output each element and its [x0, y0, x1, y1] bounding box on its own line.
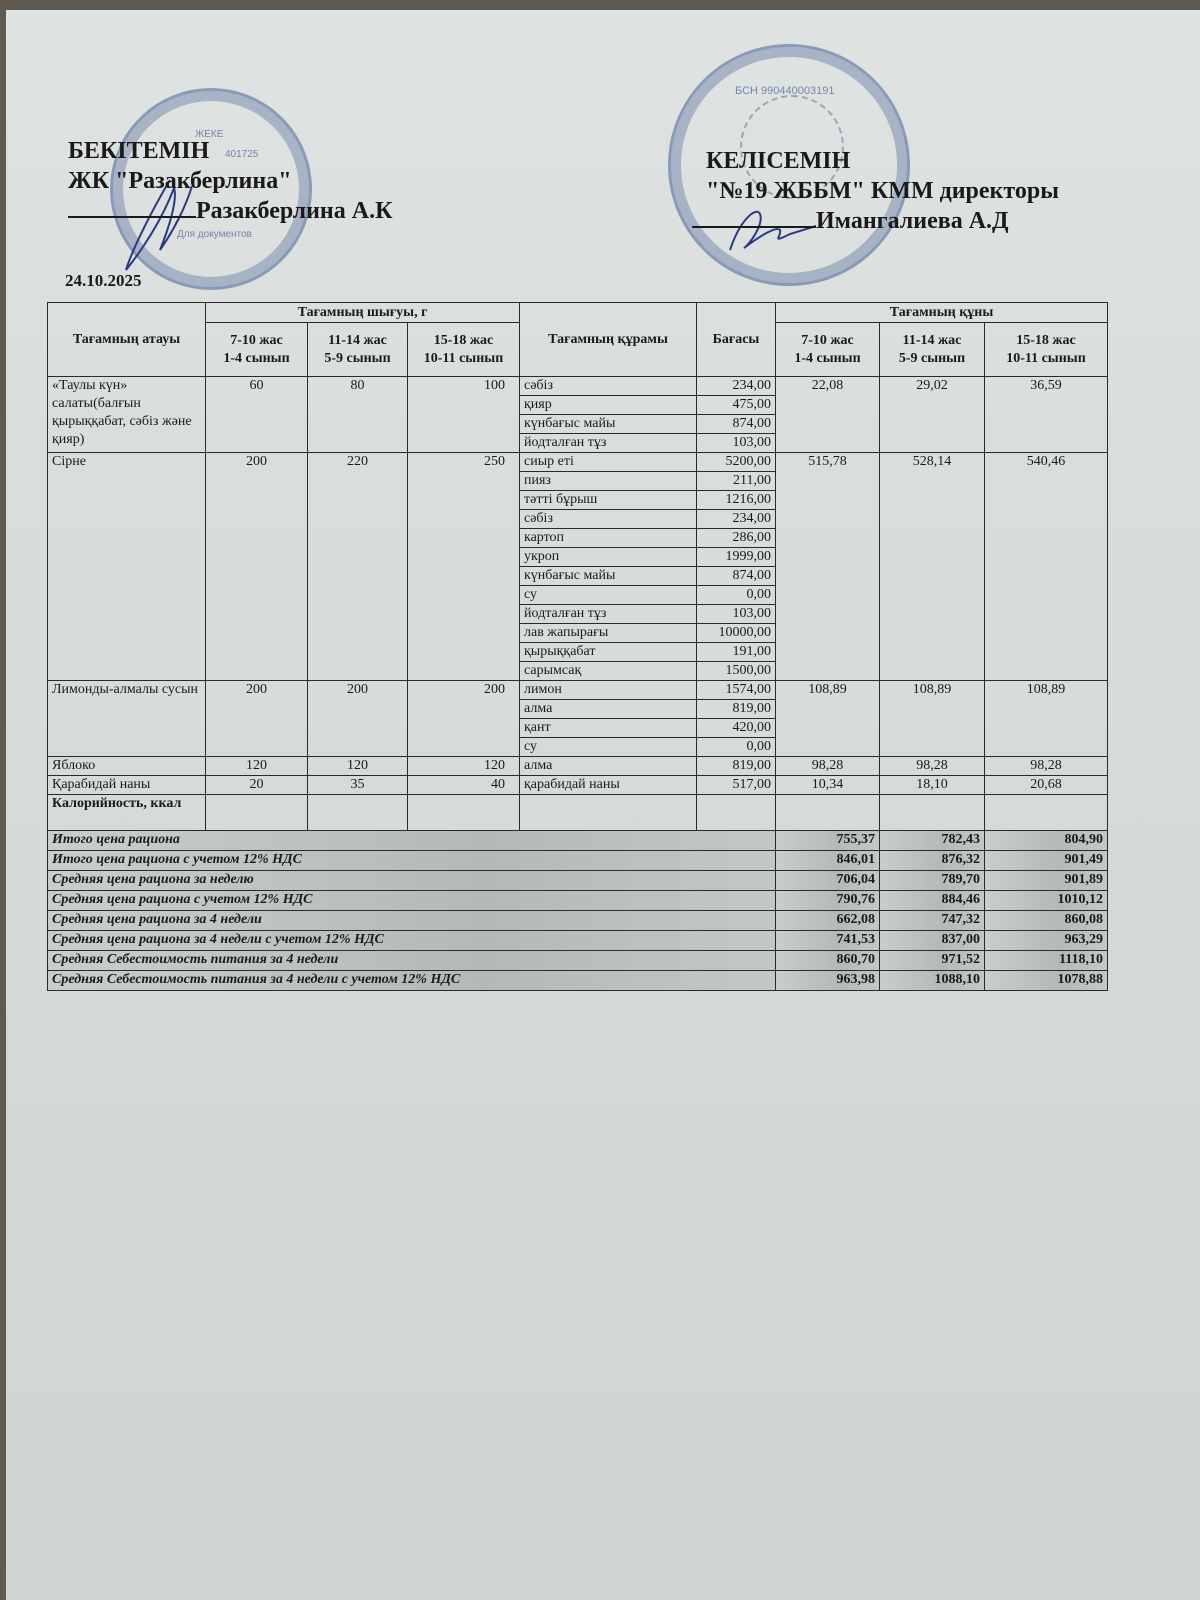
ingredient-price: 286,00 [697, 529, 776, 548]
dish-cost: 98,28 [776, 757, 880, 776]
stamp-bottom-text: Для документов [177, 229, 252, 240]
dish-cost: 36,59 [985, 377, 1108, 453]
dish-yield: 60 [206, 377, 308, 453]
header-age-group: 15-18 жас 10-11 сынып [985, 323, 1108, 377]
total-row: Итого цена рациона 755,37 782,43 804,90 [48, 831, 1108, 851]
ingredient-name: қант [520, 719, 697, 738]
total-row: Средняя цена рациона за неделю 706,04 789,70 901,89 [48, 871, 1108, 891]
signature-line [692, 208, 816, 228]
ingredient-price: 5200,00 [697, 453, 776, 472]
approval-signer: Имангалиева А.Д [816, 208, 1009, 234]
ingredient-name: қияр [520, 396, 697, 415]
approval-title: КЕЛІСЕМІН [706, 148, 851, 174]
dish-cost: 98,28 [880, 757, 985, 776]
stamp-bin: БСН 990440003191 [735, 85, 835, 97]
dish-cost: 22,08 [776, 377, 880, 453]
table-row [48, 453, 1108, 472]
ingredient-name: йодталған тұз [520, 434, 697, 453]
dish-cost: 108,89 [776, 681, 880, 757]
dish-yield: 20 [206, 776, 308, 795]
approval-org: ЖК "Разакберлина" [68, 168, 292, 194]
ingredient-name: лимон [520, 681, 697, 700]
dish-name: Қарабидай наны [48, 776, 206, 795]
header-age-group: 11-14 жас 5-9 сынып [308, 323, 408, 377]
ingredient-price: 1500,00 [697, 662, 776, 681]
ingredient-price: 211,00 [697, 472, 776, 491]
dish-yield: 100 [408, 377, 520, 453]
approval-signer: Разакберлина А.К [196, 198, 393, 224]
dish-yield: 200 [206, 681, 308, 757]
table-row [48, 757, 1108, 776]
ingredient-name: күнбағыс майы [520, 567, 697, 586]
ingredient-price: 234,00 [697, 510, 776, 529]
header-age-group: 11-14 жас 5-9 сынып [880, 323, 985, 377]
header-age-group: 7-10 жас 1-4 сынып [206, 323, 308, 377]
dish-yield: 80 [308, 377, 408, 453]
ingredient-price: 874,00 [697, 567, 776, 586]
dish-yield: 120 [408, 757, 520, 776]
ingredient-name: алма [520, 757, 697, 776]
dish-yield: 35 [308, 776, 408, 795]
total-row: Средняя цена рациона за 4 недели с учетом 12% НДС 741,53 837,00 963,29 [48, 931, 1108, 951]
ingredient-price: 191,00 [697, 643, 776, 662]
ingredient-price: 1216,00 [697, 491, 776, 510]
total-row: Средняя цена рациона с учетом 12% НДС 790,76 884,46 1010,12 [48, 891, 1108, 911]
dish-cost: 540,46 [985, 453, 1108, 681]
table-row [48, 776, 1108, 795]
ingredient-name: пияз [520, 472, 697, 491]
dish-cost: 18,10 [880, 776, 985, 795]
calories-row [48, 795, 1108, 831]
menu-table [47, 302, 1108, 991]
ingredient-price: 1574,00 [697, 681, 776, 700]
dish-yield: 200 [408, 681, 520, 757]
ingredient-name: сәбіз [520, 377, 697, 396]
total-row: Средняя цена рациона за 4 недели 662,08 747,32 860,08 [48, 911, 1108, 931]
ingredient-price: 103,00 [697, 434, 776, 453]
ingredient-price: 475,00 [697, 396, 776, 415]
total-row: Средняя Себестоимость питания за 4 недели с учетом 12% НДС 963,98 1088,10 1078,88 [48, 971, 1108, 991]
approval-title: БЕКІТЕМІН [68, 138, 210, 164]
ingredient-name: сәбіз [520, 510, 697, 529]
stamp-inner-text: ЖЕКЕ [195, 129, 224, 140]
ingredient-price: 1999,00 [697, 548, 776, 567]
table-row [48, 681, 1108, 700]
dish-name: Сірне [48, 453, 206, 681]
ingredient-name: су [520, 738, 697, 757]
dish-yield: 220 [308, 453, 408, 681]
header-price: Бағасы [697, 303, 776, 377]
header-age-group: 15-18 жас 10-11 сынып [408, 323, 520, 377]
stamp-number: 401725 [225, 149, 259, 160]
approval-date: 24.10.2025 [65, 271, 142, 290]
dish-cost: 29,02 [880, 377, 985, 453]
ingredient-name: сиыр еті [520, 453, 697, 472]
dish-cost: 528,14 [880, 453, 985, 681]
header-composition: Тағамның құрамы [520, 303, 697, 377]
dish-name: «Таулы күн» салаты(балғын қырыққабат, сәбіз және қияр) [48, 377, 206, 453]
dish-yield: 120 [308, 757, 408, 776]
ingredient-name: алма [520, 700, 697, 719]
ingredient-price: 420,00 [697, 719, 776, 738]
ingredient-name: су [520, 586, 697, 605]
approval-block-right [706, 146, 1059, 236]
dish-cost: 108,89 [985, 681, 1108, 757]
ingredient-price: 517,00 [697, 776, 776, 795]
calories-label: Калорийность, ккал [48, 795, 206, 831]
ingredient-name: қарабидай наны [520, 776, 697, 795]
dish-name: Яблоко [48, 757, 206, 776]
ingredient-price: 103,00 [697, 605, 776, 624]
approval-org: "№19 ЖББМ" КММ директоры [706, 178, 1059, 204]
ingredient-price: 234,00 [697, 377, 776, 396]
ingredient-price: 874,00 [697, 415, 776, 434]
header-dish-name: Тағамның атауы [48, 303, 206, 377]
ingredient-name: тәтті бұрыш [520, 491, 697, 510]
ingredient-name: күнбағыс майы [520, 415, 697, 434]
dish-cost: 20,68 [985, 776, 1108, 795]
header-cost: Тағамның құны [776, 303, 1108, 323]
dish-cost: 515,78 [776, 453, 880, 681]
header-yield: Тағамның шығуы, г [206, 303, 520, 323]
ingredient-price: 819,00 [697, 700, 776, 719]
dish-cost: 10,34 [776, 776, 880, 795]
ingredient-name: лав жапырағы [520, 624, 697, 643]
total-row: Итого цена рациона с учетом 12% НДС 846,01 876,32 901,49 [48, 851, 1108, 871]
dish-yield: 250 [408, 453, 520, 681]
dish-yield: 40 [408, 776, 520, 795]
header-age-group: 7-10 жас 1-4 сынып [776, 323, 880, 377]
signature-line [68, 198, 196, 218]
total-row: Средняя Себестоимость питания за 4 недели 860,70 971,52 1118,10 [48, 951, 1108, 971]
ingredient-price: 819,00 [697, 757, 776, 776]
ingredient-price: 0,00 [697, 586, 776, 605]
dish-cost: 98,28 [985, 757, 1108, 776]
dish-cost: 108,89 [880, 681, 985, 757]
ingredient-name: картоп [520, 529, 697, 548]
approval-block-left [68, 136, 392, 226]
ingredient-name: укроп [520, 548, 697, 567]
dish-yield: 200 [206, 453, 308, 681]
ingredient-name: сарымсақ [520, 662, 697, 681]
dish-yield: 120 [206, 757, 308, 776]
dish-name: Лимонды-алмалы сусын [48, 681, 206, 757]
ingredient-name: қырыққабат [520, 643, 697, 662]
ingredient-name: йодталған тұз [520, 605, 697, 624]
ingredient-price: 10000,00 [697, 624, 776, 643]
table-row [48, 377, 1108, 396]
ingredient-price: 0,00 [697, 738, 776, 757]
dish-yield: 200 [308, 681, 408, 757]
